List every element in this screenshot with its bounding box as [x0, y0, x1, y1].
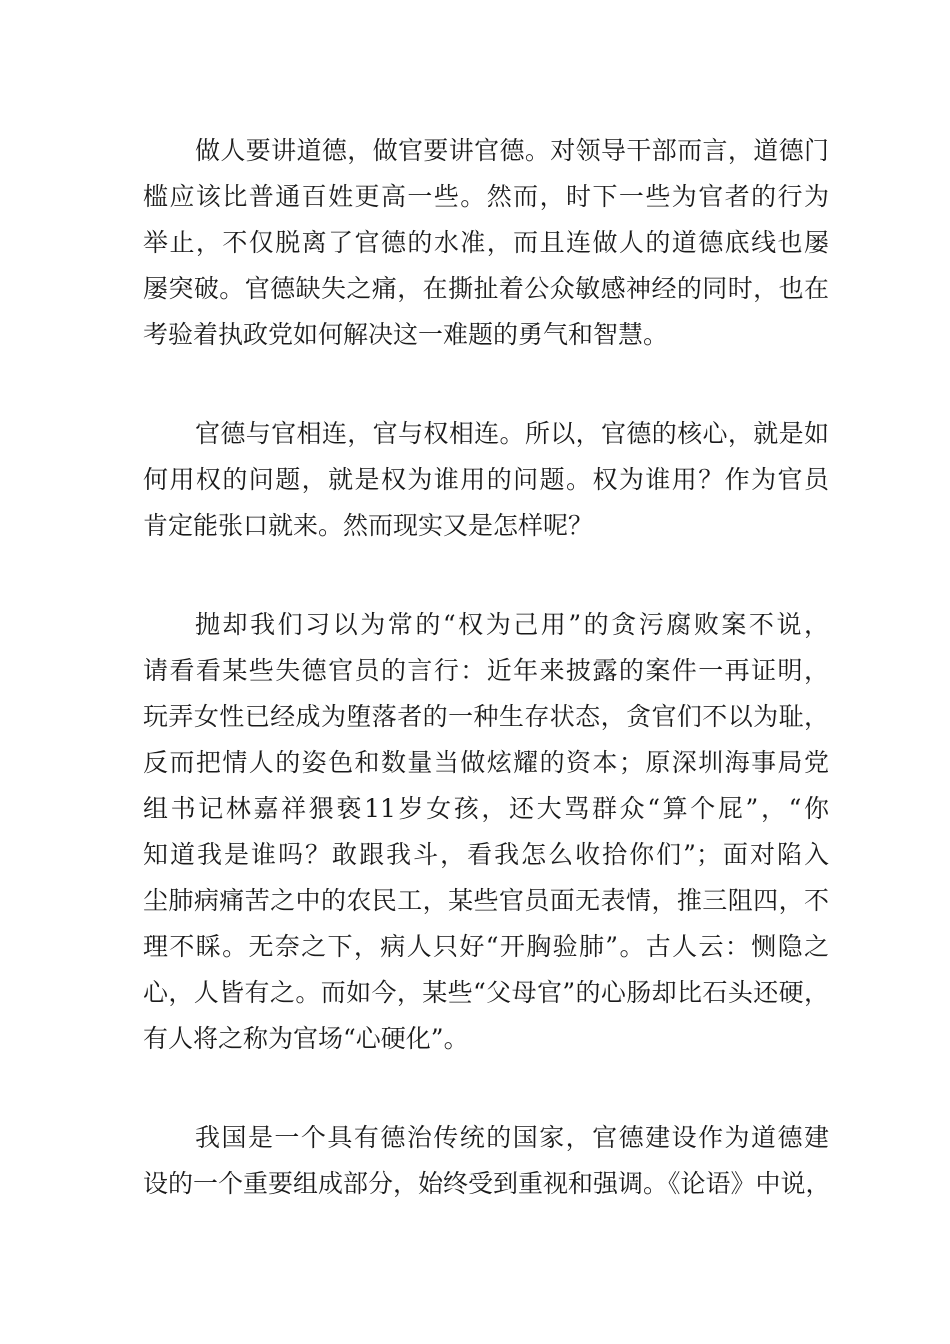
text-line: 设的一个重要组成部分，始终受到重视和强调。《论语》中说， — [143, 1169, 831, 1198]
paragraph-1 — [143, 128, 829, 358]
text-line: 官德与官相连，官与权相连。所以，官德的核心，就是如 — [195, 419, 829, 448]
text-line: 举止，不仅脱离了官德的水准，而且连做人的道德底线也屡 — [143, 228, 829, 257]
text-line: 肯定能张口就来。然而现实又是怎样呢？ — [143, 511, 594, 540]
text-line: 有人将之称为官场“心硬化”。 — [143, 1024, 469, 1053]
text-line: 槛应该比普通百姓更高一些。然而，时下一些为官者的行为 — [143, 182, 829, 211]
text-line: 抛却我们习以为常的“权为己用”的贪污腐败案不说， — [195, 610, 829, 639]
text-line: 我国是一个具有德治传统的国家，官德建设作为道德建 — [195, 1123, 829, 1152]
text-line: 请看看某些失德官员的言行：近年来披露的案件一再证明， — [143, 656, 829, 685]
paragraph-3 — [143, 602, 829, 1062]
text-line: 知道我是谁吗？敢跟我斗，看我怎么收拾你们”；面对陷入 — [143, 840, 829, 869]
paragraph-2 — [143, 411, 829, 549]
text-line: 玩弄女性已经成为堕落者的一种生存状态，贪官们不以为耻， — [143, 702, 829, 731]
text-line: 理不睬。无奈之下，病人只好“开胸验肺”。古人云：恻隐之 — [143, 932, 829, 961]
text-line: 屡突破。官德缺失之痛，在撕扯着公众敏感神经的同时，也在 — [143, 274, 829, 303]
text-line: 组书记林嘉祥猥亵11岁女孩，还大骂群众“算个屁”，“你 — [143, 794, 829, 823]
paragraph-4 — [143, 1115, 829, 1207]
text-line: 考验着执政党如何解决这一难题的勇气和智慧。 — [143, 320, 669, 349]
text-line: 尘肺病痛苦之中的农民工，某些官员面无表情，推三阻四，不 — [143, 886, 829, 915]
text-line: 做人要讲道德，做官要讲官德。对领导干部而言，道德门 — [195, 136, 829, 165]
document-body — [143, 128, 829, 1260]
text-line: 心，人皆有之。而如今，某些“父母官”的心肠却比石头还硬， — [143, 978, 829, 1007]
text-line: 反而把情人的姿色和数量当做炫耀的资本；原深圳海事局党 — [143, 748, 829, 777]
text-line: 何用权的问题，就是权为谁用的问题。权为谁用？作为官员 — [143, 465, 829, 494]
